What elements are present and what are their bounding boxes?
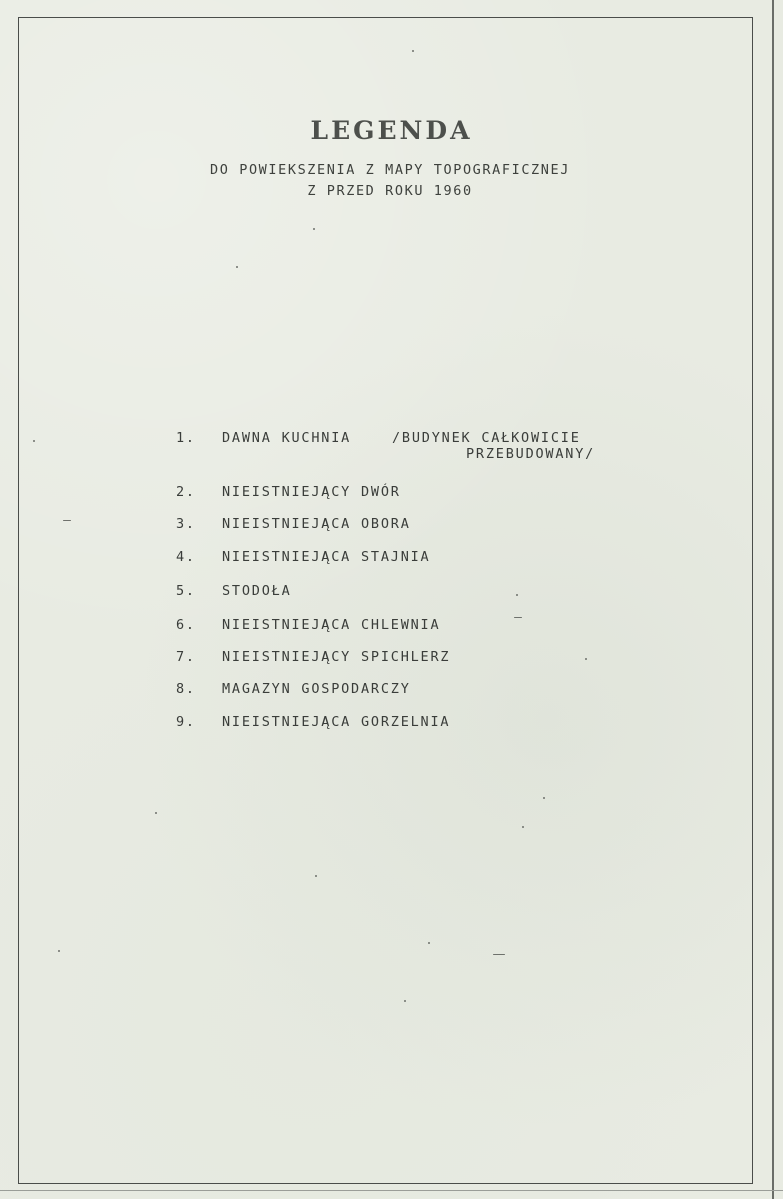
- scan-speck: [315, 875, 317, 877]
- legend-item-number: 4.: [176, 549, 196, 565]
- legend-item-number: 6.: [176, 617, 196, 633]
- legend-item-number: 3.: [176, 516, 196, 532]
- scan-speck: [493, 954, 505, 955]
- legend-title: LEGENDA: [310, 116, 473, 145]
- scan-speck: [428, 942, 430, 944]
- subtitle-line-1: DO POWIEKSZENIA Z MAPY TOPOGRAFICZNEJ: [210, 162, 570, 178]
- legend-item-note-line-2: PRZEBUDOWANY/: [466, 446, 596, 462]
- legend-item-label: NIEISTNIEJĄCA CHLEWNIA: [222, 617, 441, 633]
- scan-speck: [236, 266, 238, 268]
- scan-speck: [155, 812, 157, 814]
- scan-speck: [516, 594, 518, 596]
- legend-item-label: MAGAZYN GOSPODARCZY: [222, 681, 411, 697]
- legend-item-number: 1.: [176, 430, 196, 446]
- scan-speck: [63, 520, 71, 521]
- legend-item-number: 5.: [176, 583, 196, 599]
- legend-item-label: NIEISTNIEJĄCA STAJNIA: [222, 549, 431, 565]
- legend-item-label: NIEISTNIEJĄCY DWÓR: [222, 484, 401, 500]
- legend-item-number: 9.: [176, 714, 196, 730]
- scan-speck: [58, 950, 60, 952]
- legend-item-number: 7.: [176, 649, 196, 665]
- legend-item-label: NIEISTNIEJĄCA OBORA: [222, 516, 411, 532]
- scan-speck: [412, 50, 414, 52]
- legend-item-note-line-1: /BUDYNEK CAŁKOWICIE: [392, 430, 581, 446]
- legend-item-number: 2.: [176, 484, 196, 500]
- scan-speck: [543, 797, 545, 799]
- scan-speck: [33, 440, 35, 442]
- legend-item-label: NIEISTNIEJĄCA GORZELNIA: [222, 714, 451, 730]
- scan-speck: [585, 658, 587, 660]
- legend-item-label: NIEISTNIEJĄCY SPICHLERZ: [222, 649, 451, 665]
- subtitle-line-2: Z PRZED ROKU 1960: [307, 183, 473, 199]
- scan-speck: [404, 1000, 406, 1002]
- scan-speck: [313, 228, 315, 230]
- legend-item-label: STODOŁA: [222, 583, 292, 599]
- scan-speck: [514, 617, 522, 618]
- legend-item-number: 8.: [176, 681, 196, 697]
- scan-speck: [522, 826, 524, 828]
- legend-item-label: DAWNA KUCHNIA: [222, 430, 352, 446]
